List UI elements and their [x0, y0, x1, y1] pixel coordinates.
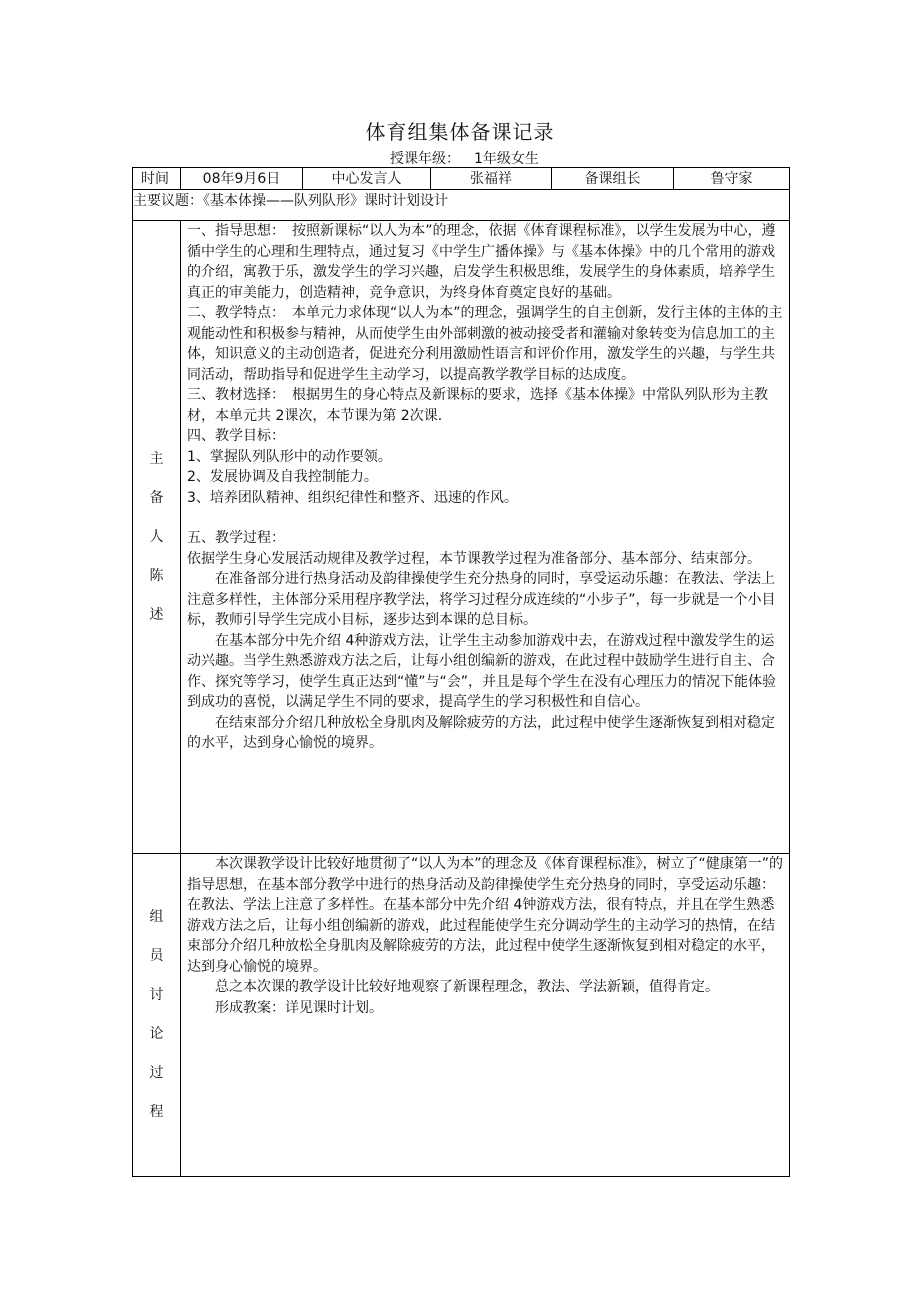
leader-value: 鲁守家	[674, 168, 790, 190]
topic-text: 主要议题：《基本体操——队列队形》课时计划设计	[133, 190, 790, 221]
presenter-content	[181, 221, 790, 854]
side-char: 员	[149, 948, 164, 964]
presenter-row	[133, 221, 790, 854]
paragraph: 在结束部分介绍几种放松全身肌肉及解除疲劳的方法，此过程中使学生逐渐恢复到相对稳定的水平，达到身心愉悦的境界。	[187, 714, 775, 751]
side-char: 人	[149, 528, 164, 545]
side-char: 备	[149, 489, 164, 506]
side-char: 主	[149, 450, 164, 467]
side-char: 程	[149, 1104, 164, 1120]
paragraph: 三、教材选择： 根据男生的身心特点及新课标的要求，选择《基本体操》中常队列队形为主教材，本单元共 2课次，本节课为第 2次课.	[187, 387, 768, 424]
grade-line	[390, 148, 539, 168]
paragraph: 3、培养团队精神、组织纪律性和整齐、迅速的作风。	[187, 489, 518, 506]
discussion-row	[133, 854, 790, 1177]
grade-value: 1年级女生	[474, 151, 539, 167]
process-title: 五、教学过程：	[187, 530, 285, 546]
discussion-side-label	[133, 854, 181, 1177]
paragraph: 一、指导思想： 按照新课标“以人为本”的理念，依据《体育课程标准》，以学生发展为中心，遵循中学生的心理和生理特点，通过复习《中学生广播体操》与《基本体操》中的几个常用的游戏的介绍，寓教于乐，激发学生的学习兴趣，启发学生积极思维，发展学生的身体素质，培养学生真正的审美能力，创造精神，竞争意识，为终身体育奠定良好的基础。	[187, 223, 776, 301]
side-char: 过	[149, 1065, 164, 1081]
side-char: 述	[149, 606, 164, 623]
side-char: 论	[149, 1026, 164, 1042]
side-char: 讨	[149, 987, 164, 1003]
grade-label: 授课年级：	[390, 151, 460, 167]
paragraph: 在基本部分中先介绍 4种游戏方法，让学生主动参加游戏中去，在游戏过程中激发学生的运动兴趣。当学生熟悉游戏方法之后，让每小组创编新的游戏，在此过程中鼓励学生进行自主、合作、探究等学习，使学生真正达到“懂”与“会”，并且是每个学生在没有心理压力的情况下能体验到成功的喜悦，以满足学生不同的要求，提高学生的学习积极性和自信心。	[187, 632, 777, 710]
paragraph: 依据学生身心发展活动规律及教学过程，本节课教学过程为准备部分、基本部分、结束部分。	[187, 550, 761, 567]
time-value: 08年9月6日	[181, 168, 303, 190]
info-row	[133, 168, 790, 190]
time-label: 时间	[133, 168, 181, 190]
speaker-value: 张福祥	[431, 168, 552, 190]
discussion-content	[181, 854, 790, 1177]
paragraph: 总之本次课的教学设计比较好地观察了新课程理念，教法、学法新颖，值得肯定。	[215, 979, 719, 995]
paragraph: 四、教学目标：	[187, 428, 285, 444]
paragraph: 形成教案：详见课时计划。	[215, 999, 383, 1016]
lesson-record-table	[132, 167, 790, 1177]
leader-label: 备课组长	[552, 168, 674, 190]
paragraph: 在准备部分进行热身活动及韵律操使学生充分热身的同时，享受运动乐趣：在教法、学法上注意多样性，主体部分采用程序教学法，将学习过程分成连续的“小步子”，每一步就是一个小目标，教师引导学生完成小目标，逐步达到本课的总目标。	[187, 571, 776, 628]
presenter-side-label	[133, 221, 181, 854]
side-char: 组	[149, 909, 164, 925]
paragraph: 2、发展协调及自我控制能力。	[187, 469, 378, 485]
paragraph: 二、教学特点： 本单元力求体现“以人为本”的理念，强调学生的自主创新，发行主体的主体的主观能动性和积极参与精神，从而使学生由外部刺激的被动接受者和灌输对象转变为信息加工的主体，知识意义的主动创造者，促进充分利用激励性语言和评价作用，激发学生的兴趣，与学生共同活动，帮助指导和促进学生主动学习，以提高教学教学目标的达成度。	[187, 305, 783, 383]
topic-row	[133, 190, 790, 221]
speaker-label: 中心发言人	[303, 168, 431, 190]
side-char: 陈	[149, 567, 164, 584]
paragraph: 本次课教学设计比较好地贯彻了“以人为本”的理念及《体育课程标准》，树立了“健康第一”的指导思想，在基本部分教学中进行的热身活动及韵律操使学生充分热身的同时，享受运动乐趣：在教法、学法上注意了多样性。在基本部分中先介绍 4钟游戏方法，很有特点，并且在学生熟悉游戏方法之后，让每小组创编新的游戏，此过程能使学生充分调动学生的主动学习的热情，在结束部分介绍几种放松全身肌肉及解除疲劳的方法，此过程中使学生逐渐恢复到相对稳定的水平，达到身心愉悦的境界。	[187, 856, 784, 975]
paragraph: 1、掌握队列队形中的动作要领。	[187, 448, 392, 465]
page-title: 体育组集体备课记录	[365, 120, 555, 144]
